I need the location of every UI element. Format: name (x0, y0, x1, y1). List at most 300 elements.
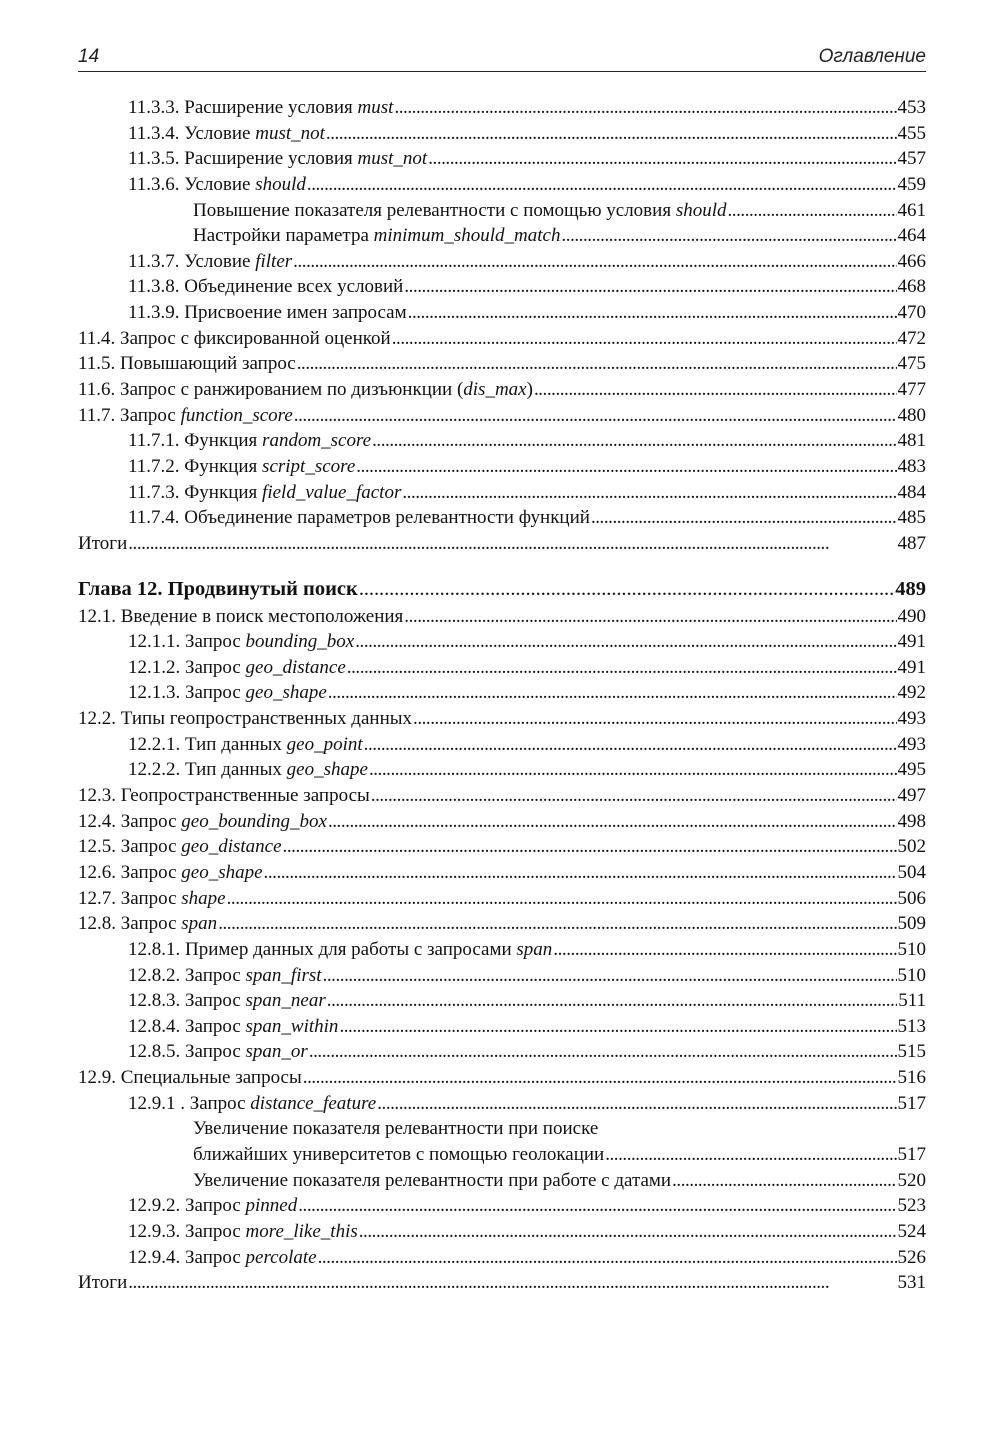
toc-page-number: 464 (897, 225, 926, 247)
toc-dot-leader (339, 1014, 896, 1039)
toc-entry-text: Функция (184, 455, 263, 477)
toc-entry-title (128, 1219, 358, 1244)
toc-page-number: 459 (897, 173, 926, 195)
toc-entry-text: Запрос (185, 631, 246, 653)
toc-entry-number: 12.9. (78, 1067, 116, 1089)
toc-page-number: 516 (897, 1067, 926, 1089)
toc-dot-leader (298, 1193, 896, 1218)
toc-entry-title (78, 604, 403, 629)
toc-page-number: 492 (897, 682, 926, 704)
toc-entry-text: Введение в поиск местоположения (120, 605, 404, 627)
toc-entry-number: Глава 12. (78, 577, 163, 600)
toc-entry-title (128, 274, 403, 299)
toc-page-number: 511 (898, 990, 926, 1012)
toc-entry-title (128, 480, 401, 505)
toc-entry-code-term: must_not (357, 148, 428, 170)
toc-page-number: 472 (897, 327, 926, 349)
toc-page-number: 487 (897, 532, 926, 554)
toc-dot-leader (218, 911, 896, 936)
document-page (78, 40, 926, 1294)
toc-dot-leader (394, 95, 896, 120)
toc-entry-text: Запрос (120, 913, 182, 935)
toc-entry-text: Функция (184, 481, 263, 503)
toc-entry-number: 12.9.3. (128, 1220, 181, 1242)
toc-page-number: 502 (897, 836, 926, 858)
toc-entry[interactable] (78, 428, 926, 454)
toc-page-number: 520 (897, 1169, 926, 1191)
toc-entry-text: Объединение параметров релевантности функций (184, 507, 590, 529)
toc-entry[interactable] (78, 403, 926, 429)
toc-entry-text: Объединение всех условий (184, 276, 404, 298)
toc-page-number: 481 (897, 430, 926, 452)
toc-entry-number: 12.4. (78, 810, 116, 832)
toc-entry[interactable] (78, 937, 926, 963)
toc-entry-title (78, 860, 263, 885)
toc-entry-title (78, 326, 391, 351)
toc-entry-title (128, 505, 590, 530)
toc-dot-leader (392, 326, 897, 351)
toc-entry-text: Повышение показателя релевантности с помощью условия (193, 199, 676, 221)
toc-dot-leader (323, 963, 897, 988)
toc-entry-number: 11.3.3. (128, 97, 180, 118)
toc-entry-number: 12.8.4. (128, 1015, 181, 1037)
toc-entry[interactable] (78, 1193, 926, 1219)
toc-page-number: 524 (897, 1220, 926, 1242)
toc-dot-leader (347, 655, 897, 680)
toc-dot-leader (561, 223, 896, 248)
toc-page-number: 506 (897, 887, 926, 909)
toc-entry-title (193, 1168, 671, 1193)
toc-entry-text: Запрос с ранжированием по дизъюнкции ( (120, 379, 464, 401)
section-title: Оглавление (818, 46, 926, 67)
toc-entry-code-term: span_near (245, 990, 326, 1012)
toc-entry[interactable] (78, 531, 926, 557)
toc-entry[interactable] (78, 326, 926, 352)
toc-page-number: 491 (897, 631, 926, 653)
toc-entry-number: 11.3.7. (128, 250, 180, 272)
toc-dot-leader (408, 300, 897, 325)
toc-entry[interactable] (78, 1168, 926, 1194)
toc-entry-number: 12.8.2. (128, 964, 181, 986)
toc-entry-suffix: ) (526, 379, 533, 401)
toc-dot-leader (328, 809, 897, 834)
toc-entry[interactable] (78, 1245, 926, 1271)
toc-page-number: 475 (897, 353, 926, 375)
toc-entry[interactable] (78, 834, 926, 860)
toc-entry[interactable] (78, 732, 926, 758)
toc-entry-number: 11.3.6. (128, 173, 180, 195)
toc-entry-code-term: filter (255, 250, 293, 272)
toc-entry-title (193, 1116, 598, 1141)
toc-page-number: 485 (897, 507, 926, 529)
toc-entry-number: 11.7.3. (128, 481, 180, 503)
toc-entry-title (128, 1091, 376, 1116)
toc-entry-title (78, 1065, 302, 1090)
toc-page-number: 526 (897, 1246, 926, 1268)
toc-entry-text: Геопространственные запросы (120, 785, 370, 807)
toc-entry-title (128, 732, 363, 757)
toc-entry-code-term: must_not (255, 122, 325, 144)
toc-dot-leader (377, 1091, 896, 1116)
toc-entry-title (128, 655, 346, 680)
toc-entry[interactable] (78, 629, 926, 655)
toc-entry-text: Запрос (185, 1246, 246, 1268)
toc-entry-text: Увеличение показателя релевантности при поиске (193, 1118, 599, 1140)
toc-entry-text: Расширение условия (184, 148, 358, 170)
toc-dot-leader (294, 403, 897, 428)
toc-entry-code-term: dis_max (463, 379, 527, 401)
toc-entry-number: 12.8.5. (128, 1041, 181, 1063)
toc-entry[interactable] (78, 1142, 926, 1168)
toc-dot-leader (591, 505, 897, 530)
toc-entry[interactable] (78, 680, 926, 706)
toc-entry[interactable] (78, 809, 926, 835)
toc-entry-text: Запрос (185, 656, 246, 678)
toc-entry-title (128, 95, 393, 120)
toc-entry-text: Запрос (120, 861, 182, 883)
toc-entry-number: 12.8.1. (128, 938, 181, 960)
toc-entry-title (193, 198, 727, 223)
toc-entry-title (78, 377, 533, 402)
toc-entry[interactable] (78, 300, 926, 326)
toc-page-number: 484 (897, 481, 926, 503)
toc-entry-text: Условие (184, 250, 256, 272)
table-of-contents (78, 95, 926, 1296)
toc-entry-title (78, 1270, 127, 1295)
toc-entry-code-term: geo_shape (245, 682, 327, 704)
toc-page-number: 504 (897, 861, 926, 883)
toc-dot-leader (309, 1039, 897, 1064)
toc-page-number: 489 (895, 577, 926, 600)
toc-page-number: 513 (897, 1015, 926, 1037)
running-header (78, 40, 926, 72)
toc-entry[interactable] (78, 95, 926, 121)
toc-dot-leader (355, 629, 896, 654)
toc-entry-number: 12.5. (78, 836, 116, 858)
toc-page-number: 510 (897, 964, 926, 986)
toc-entry-code-term: span_within (245, 1015, 339, 1037)
toc-entry-text: Запрос (185, 1015, 246, 1037)
toc-entry-text: Запрос (120, 404, 181, 426)
toc-page-number: 477 (897, 379, 926, 401)
toc-entry-text: Условие (184, 122, 256, 144)
toc-entry-title (128, 757, 368, 782)
toc-entry[interactable] (78, 1065, 926, 1091)
toc-entry-number: 11.3.5. (128, 148, 180, 170)
toc-page-number: 497 (897, 785, 926, 807)
toc-entry-title (128, 1193, 297, 1218)
toc-entry-text: Типы геопространственных данных (120, 708, 413, 730)
toc-entry[interactable] (78, 911, 926, 937)
toc-dot-leader (227, 886, 897, 911)
toc-entry-title (128, 454, 355, 479)
toc-dot-leader (413, 706, 896, 731)
toc-dot-leader (404, 274, 896, 299)
toc-entry-code-term: span (516, 938, 553, 960)
toc-dot-leader (128, 531, 896, 556)
toc-entry[interactable] (78, 351, 926, 377)
toc-dot-leader (283, 834, 897, 859)
toc-entry-number: 11.7.2. (128, 455, 180, 477)
toc-entry[interactable] (78, 1014, 926, 1040)
toc-entry-code-term: geo_bounding_box (181, 810, 327, 832)
toc-entry[interactable] (78, 1219, 926, 1245)
toc-page-number: 493 (897, 708, 926, 730)
toc-entry-number: 12.9.4. (128, 1246, 181, 1268)
toc-entry-title (128, 937, 552, 962)
toc-entry-number: 12.3. (78, 785, 116, 807)
toc-entry-code-term: geo_shape (181, 861, 263, 883)
toc-dot-leader (293, 249, 896, 274)
toc-entry-title (78, 403, 293, 428)
toc-entry[interactable] (78, 783, 926, 809)
toc-page-number: 483 (897, 455, 926, 477)
toc-page-number: 517 (897, 1092, 926, 1114)
toc-entry-text: Настройки параметра (193, 225, 374, 247)
toc-page-number: 495 (897, 759, 926, 781)
toc-page-number: 461 (897, 199, 926, 221)
toc-entry-number: 12.8. (78, 913, 116, 935)
toc-entry-text: Тип данных (185, 733, 287, 755)
toc-dot-leader (534, 377, 897, 402)
toc-entry-number: 12.1.2. (128, 656, 181, 678)
toc-entry-number: 12.7. (78, 887, 116, 909)
toc-entry-title (128, 1014, 338, 1039)
toc-entry[interactable] (78, 121, 926, 147)
toc-chapter-entry[interactable] (78, 577, 926, 604)
toc-entry-text: Итоги (78, 532, 128, 554)
toc-entry-code-term: bounding_box (245, 631, 355, 653)
toc-page-number: 491 (897, 656, 926, 678)
toc-entry-code-term: percolate (245, 1246, 317, 1268)
toc-page-number: 510 (897, 938, 926, 960)
toc-entry[interactable] (78, 377, 926, 403)
toc-entry[interactable] (78, 757, 926, 783)
toc-dot-leader (356, 454, 896, 479)
toc-page-number: 466 (897, 250, 926, 272)
toc-page-number: 468 (897, 276, 926, 298)
toc-entry-number: 12.9.1 . (128, 1092, 185, 1114)
toc-dot-leader (264, 860, 897, 885)
toc-page-number: 531 (897, 1272, 926, 1294)
toc-entry[interactable] (78, 706, 926, 732)
toc-entry-number: 12.9.2. (128, 1195, 181, 1217)
toc-entry-number: 11.4. (78, 327, 116, 349)
toc-dot-leader (327, 988, 897, 1013)
toc-entry-code-term: should (255, 173, 306, 195)
toc-entry-title (128, 1245, 317, 1270)
toc-entry-code-term: must (357, 97, 394, 118)
toc-entry-title (128, 629, 354, 654)
toc-entry-text: Тип данных (185, 759, 287, 781)
toc-dot-leader (364, 732, 897, 757)
toc-entry-code-term: should (675, 199, 727, 221)
toc-entry-text: Специальные запросы (120, 1067, 302, 1089)
toc-entry[interactable] (78, 963, 926, 989)
toc-entry[interactable] (78, 655, 926, 681)
toc-entry-text: Запрос с фиксированной оценкой (120, 327, 391, 349)
toc-entry-text: Присвоение имен запросам (184, 302, 407, 324)
toc-entry-title (78, 531, 127, 556)
toc-entry-number: 12.2.2. (128, 759, 181, 781)
toc-page-number: 523 (897, 1195, 926, 1217)
toc-entry-text: Расширение условия (184, 97, 358, 118)
toc-dot-leader (372, 428, 896, 453)
toc-entry-code-term: distance_feature (250, 1092, 377, 1114)
toc-entry[interactable] (78, 1091, 926, 1117)
toc-entry-number: 11.3.4. (128, 122, 180, 144)
toc-entry-code-term: span_or (245, 1041, 308, 1063)
toc-page-number: 470 (897, 302, 926, 324)
toc-entry-number: 11.3.8. (128, 276, 180, 298)
toc-entry-text: Итоги (78, 1272, 128, 1294)
toc-entry-text: Запрос (120, 810, 182, 832)
toc-entry-code-term: random_score (262, 430, 372, 452)
toc-entry-code-term: geo_distance (181, 836, 282, 858)
toc-dot-leader (369, 757, 897, 782)
toc-page-number: 480 (897, 404, 926, 426)
toc-entry-title (128, 680, 327, 705)
toc-entry[interactable] (78, 454, 926, 480)
toc-entry-title (128, 300, 407, 325)
toc-entry[interactable] (78, 223, 926, 249)
toc-entry-text: Запрос (185, 964, 246, 986)
toc-entry-title (78, 577, 358, 602)
toc-entry-title (128, 121, 325, 146)
toc-entry-title (128, 249, 292, 274)
toc-entry-title (128, 172, 306, 197)
toc-entry-code-term: geo_shape (286, 759, 368, 781)
toc-entry[interactable] (78, 505, 926, 531)
toc-entry[interactable] (78, 886, 926, 912)
toc-entry[interactable] (78, 1039, 926, 1065)
toc-entry-text: Пример данных для работы с запросами (185, 938, 517, 960)
toc-dot-leader (402, 480, 896, 505)
toc-entry-number: 11.3.9. (128, 302, 180, 324)
toc-entry-title (78, 809, 327, 834)
toc-dot-leader (328, 680, 897, 705)
toc-entry[interactable] (78, 604, 926, 630)
toc-entry[interactable] (78, 198, 926, 224)
toc-entry-title (193, 223, 560, 248)
toc-entry[interactable] (78, 860, 926, 886)
toc-entry-title (78, 834, 282, 859)
toc-entry[interactable] (78, 172, 926, 198)
toc-dot-leader (326, 121, 897, 146)
toc-entry[interactable] (78, 274, 926, 300)
toc-dot-leader (359, 1219, 897, 1244)
toc-entry[interactable] (78, 988, 926, 1014)
toc-dot-leader (428, 146, 896, 171)
toc-entry-code-term: geo_distance (245, 656, 346, 678)
toc-entry-number: 11.7.1. (128, 430, 180, 452)
toc-dot-leader (605, 1142, 896, 1167)
toc-entry[interactable] (78, 480, 926, 506)
toc-entry-text: ближайших университетов с помощью геолокации (193, 1143, 605, 1165)
toc-entry-code-term: pinned (245, 1195, 298, 1217)
toc-dot-leader (307, 172, 897, 197)
toc-entry-title (78, 783, 370, 808)
toc-page-number: 509 (897, 913, 926, 935)
toc-entry-text: Запрос (189, 1092, 251, 1114)
page-number: 14 (78, 46, 100, 67)
toc-entry-title (78, 706, 412, 731)
toc-page-number: 498 (897, 810, 926, 832)
toc-page-number: 455 (897, 122, 926, 144)
toc-page-number: 493 (897, 733, 926, 755)
toc-entry-code-term: span_first (245, 964, 322, 986)
toc-dot-leader (303, 1065, 897, 1090)
toc-entry-text: Запрос (185, 990, 246, 1012)
toc-dot-leader (728, 198, 897, 223)
toc-dot-leader (672, 1168, 896, 1193)
toc-entry-text: Запрос (120, 836, 182, 858)
toc-entry-number: 12.6. (78, 861, 116, 883)
toc-entry-number: 11.5. (78, 353, 116, 375)
toc-entry-number: 11.7.4. (128, 507, 180, 529)
toc-entry-text: Запрос (185, 1041, 246, 1063)
toc-entry-text: Увеличение показателя релевантности при работе с датами (193, 1169, 672, 1191)
toc-entry-title (128, 146, 427, 171)
toc-entry-text: Запрос (120, 887, 182, 909)
toc-entry-code-term: more_like_this (245, 1220, 358, 1242)
toc-page-number: 457 (897, 148, 926, 170)
toc-entry-title (78, 886, 226, 911)
toc-dot-leader (404, 604, 896, 629)
toc-entry-code-term: geo_point (286, 733, 363, 755)
toc-dot-leader (318, 1245, 897, 1270)
toc-page-number: 453 (897, 97, 926, 118)
toc-entry-code-term: function_score (180, 404, 293, 426)
toc-entry-text: Запрос (185, 1220, 246, 1242)
toc-entry-title (128, 963, 322, 988)
toc-entry-number: 11.6. (78, 379, 116, 401)
toc-entry-title (128, 988, 326, 1013)
toc-entry-title (78, 351, 296, 376)
toc-dot-leader (128, 1270, 896, 1295)
toc-entry[interactable] (78, 146, 926, 172)
toc-entry-code-term: field_value_factor (262, 481, 402, 503)
toc-entry-code-term: shape (181, 887, 226, 909)
toc-page-number: 517 (897, 1143, 926, 1165)
toc-entry-title (128, 428, 371, 453)
toc-entry-number: 12.2.1. (128, 733, 181, 755)
toc-entry-text: Функция (184, 430, 263, 452)
toc-entry-text: Условие (184, 173, 256, 195)
toc-entry-code-term: span (181, 913, 218, 935)
toc-entry-text: Запрос (185, 682, 246, 704)
toc-entry-text: Запрос (185, 1195, 246, 1217)
toc-entry-number: 12.1.1. (128, 631, 181, 653)
toc-entry-title (128, 1039, 308, 1064)
toc-entry-number: 12.8.3. (128, 990, 181, 1012)
toc-entry[interactable] (78, 1116, 926, 1142)
toc-entry[interactable] (78, 249, 926, 275)
toc-entry-number: 12.1.3. (128, 682, 181, 704)
toc-entry[interactable] (78, 1270, 926, 1296)
toc-page-number: 490 (897, 605, 926, 627)
toc-entry-title (78, 911, 217, 936)
toc-dot-leader (371, 783, 897, 808)
toc-entry-title (193, 1142, 604, 1167)
toc-entry-code-term: minimum_should_match (373, 225, 561, 247)
toc-entry-number: 12.1. (78, 605, 116, 627)
toc-entry-text: Продвинутый поиск (167, 577, 358, 600)
toc-page-number: 515 (897, 1041, 926, 1063)
toc-dot-leader (359, 577, 894, 602)
toc-entry-text: Повышающий запрос (120, 353, 296, 375)
toc-entry-code-term: script_score (262, 455, 356, 477)
